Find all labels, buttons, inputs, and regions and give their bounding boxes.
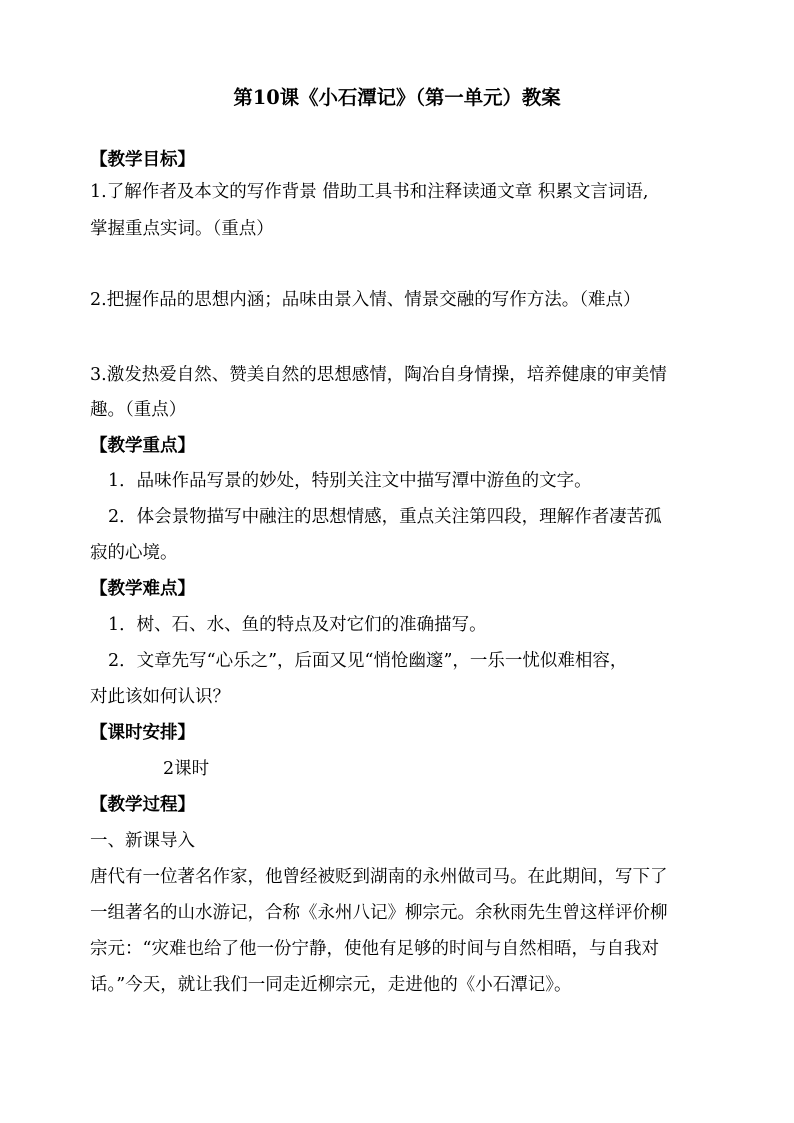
intro-paragraph-line-1: 唐代有一位著名作家，他曾经被贬到湖南的永州做司马。在此期间，写下了 xyxy=(90,867,668,887)
section-heading-goals: 【教学目标】 xyxy=(90,150,195,170)
keypoint-item-2-line-1: 2．体会景物描写中融注的思想情感，重点关注第四段，理解作者凄苦孤 xyxy=(108,507,662,527)
intro-paragraph-line-4: 话。”今天，就让我们一同走近柳宗元，走进他的《小石潭记》。 xyxy=(90,975,572,995)
schedule-value: 2课时 xyxy=(163,759,210,779)
goal-item-3-line-2: 趣。（重点） xyxy=(90,400,187,420)
difficulty-item-2-line-1: 2．文章先写“心乐之”，后面又见“悄怆幽邃”，一乐一忧似难相容， xyxy=(108,651,628,671)
section-heading-keypoints: 【教学重点】 xyxy=(90,436,195,456)
goal-item-1-line-1: 1.了解作者及本文的写作背景 借助工具书和注释读通文章 积累文言词语, xyxy=(90,182,649,202)
difficulty-item-1: 1．树、石、水、鱼的特点及对它们的准确描写。 xyxy=(108,615,487,635)
keypoint-item-2-line-2: 寂的心境。 xyxy=(90,543,178,563)
section-heading-process: 【教学过程】 xyxy=(90,795,195,815)
keypoint-item-1: 1．品味作品写景的妙处，特别关注文中描写潭中游鱼的文字。 xyxy=(108,471,592,491)
page-title: 第10课《小石潭记》（第一单元）教案 xyxy=(233,86,561,109)
intro-paragraph-line-3: 宗元：“灾难也给了他一份宁静，使他有足够的时间与自然相晤，与自我对 xyxy=(90,939,659,959)
intro-paragraph-line-2: 一组著名的山水游记，合称《永州八记》柳宗元。余秋雨先生曾这样评价柳 xyxy=(90,903,668,923)
section-heading-schedule: 【课时安排】 xyxy=(90,723,195,743)
section-heading-difficulties: 【教学难点】 xyxy=(90,579,195,599)
difficulty-item-2-line-2: 对此该如何认识？ xyxy=(90,687,230,707)
goal-item-3-line-1: 3.激发热爱自然、赞美自然的思想感情，陶冶自身情操，培养健康的审美情 xyxy=(90,365,667,385)
goal-item-1-line-2: 掌握重点实词。（重点） xyxy=(90,219,274,239)
goal-item-2: 2.把握作品的思想内涵；品味由景入情、情景交融的写作方法。（难点） xyxy=(90,290,641,310)
process-step-1: 一、新课导入 xyxy=(90,831,195,851)
